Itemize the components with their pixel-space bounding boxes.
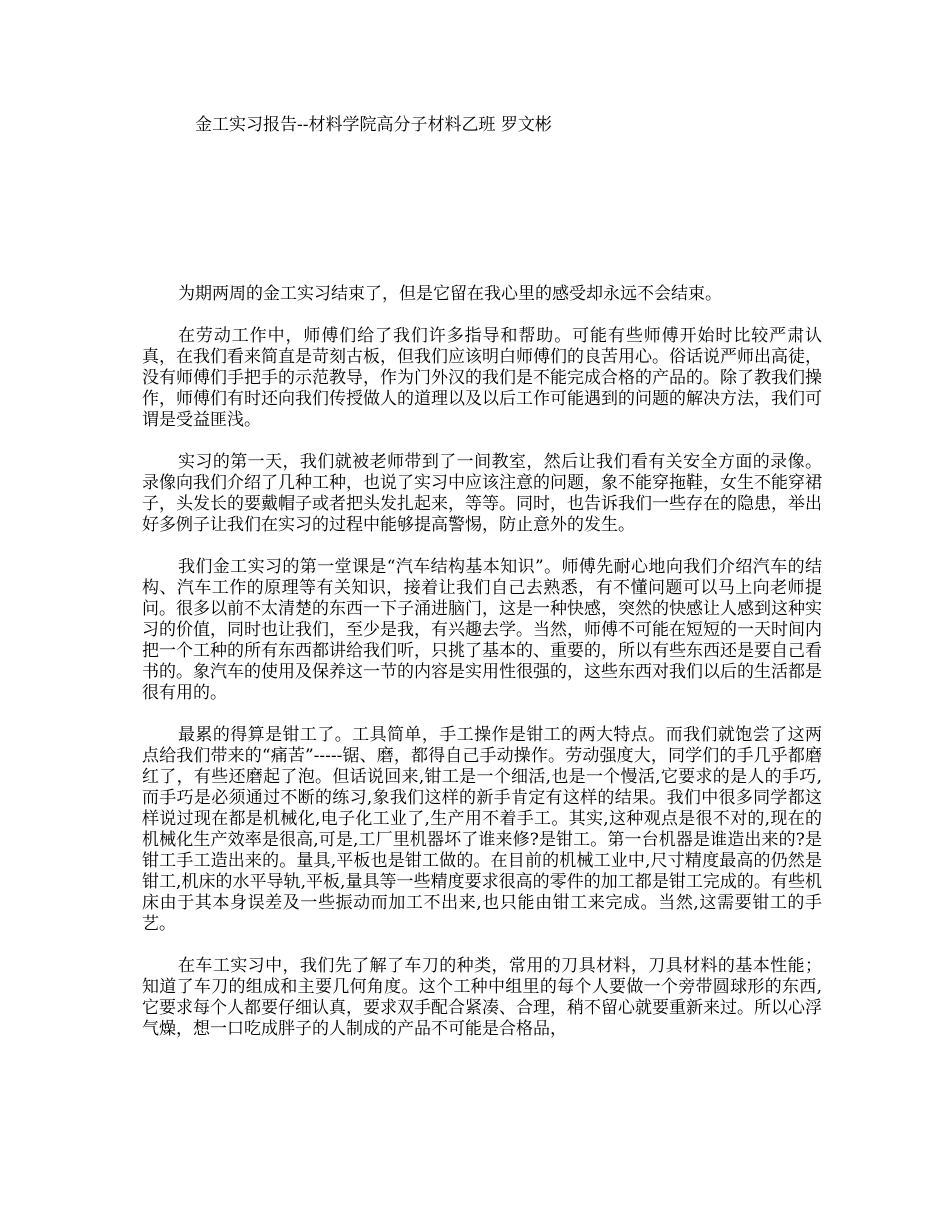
paragraph-6: 在车工实习中，我们先了解了车刀的种类，常用的刀具材料，刀具材料的基本性能；知道了车刀的组成和主要几何角度。这个工种中组里的每个人要做一个旁带圆球形的东西,它要求每个人都要仔细认真，要求双手配合紧凑、合理，稍不留心就要重新来过。所以心浮气燥，想一口吃成胖子的人制成的产品不可能是合格品， <box>142 956 822 1039</box>
paragraph-5: 最累的得算是钳工了。工具简单，手工操作是钳工的两大特点。而我们就饱尝了这两点给我们带来的“痛苦”-----锯、磨，都得自己手动操作。劳动强度大，同学们的手几乎都磨红了，有些还磨起了泡。但话说回来,钳工是一个细活,也是一个慢活,它要求的是人的手巧,而手巧是必须通过不断的练习,象我们这样的新手肯定有这样的结果。我们中很多同学都这样说过现在都是机械化,电子化工业了,生产用不着手工。其实,这种观点是很不对的,现在的机械化生产效率是很高,可是,工厂里机器坏了谁来修?是钳工。第一台机器是谁造出来的?是钳工手工造出来的。量具,平板也是钳工做的。在目前的机械工业中,尺寸精度最高的仍然是钳工,机床的水平导轨,平板,量具等一些精度要求很高的零件的加工都是钳工完成的。有些机床由于其本身误差及一些振动而加工不出来,也只能由钳工来完成。当然,这需要钳工的手艺。 <box>142 725 822 934</box>
paragraph-4: 我们金工实习的第一堂课是“汽车结构基本知识”。师傅先耐心地向我们介绍汽车的结构、汽车工作的原理等有关知识，接着让我们自己去熟悉，有不懂问题可以马上向老师提问。很多以前不太清楚的东西一下子涌进脑门，这是一种快感，突然的快感让人感到这种实习的价值，同时也让我们，至少是我，有兴趣去学。当然，师傅不可能在短短的一天时间内把一个工种的所有东西都讲给我们听，只挑了基本的、重要的，所以有些东西还是要自己看书的。象汽车的使用及保养这一节的内容是实用性很强的，这些东西对我们以后的生活都是很有用的。 <box>142 557 822 703</box>
paragraph-3: 实习的第一天，我们就被老师带到了一间教室，然后让我们看有关安全方面的录像。录像向我们介绍了几种工种，也说了实习中应该注意的问题，象不能穿拖鞋，女生不能穿裙子，头发长的要戴帽子或者把头发扎起来，等等。同时，也告诉我们一些存在的隐患，举出好多例子让我们在实习的过程中能够提高警惕，防止意外的发生。 <box>142 452 822 535</box>
document-body <box>142 284 822 1061</box>
document-title: 金工实习报告--材料学院高分子材料乙班 罗文彬 <box>195 115 552 135</box>
paragraph-1: 为期两周的金工实习结束了，但是它留在我心里的感受却永远不会结束。 <box>178 284 722 304</box>
paragraph-2: 在劳动工作中，师傅们给了我们许多指导和帮助。可能有些师傅开始时比较严肃认真，在我们看来简直是苛刻古板，但我们应该明白师傅们的良苦用心。俗话说严师出高徒，没有师傅们手把手的示范教导，作为门外汉的我们是不能完成合格的产品的。除了教我们操作，师傅们有时还向我们传授做人的道理以及以后工作可能遇到的问题的解决方法，我们可谓是受益匪浅。 <box>142 326 822 430</box>
